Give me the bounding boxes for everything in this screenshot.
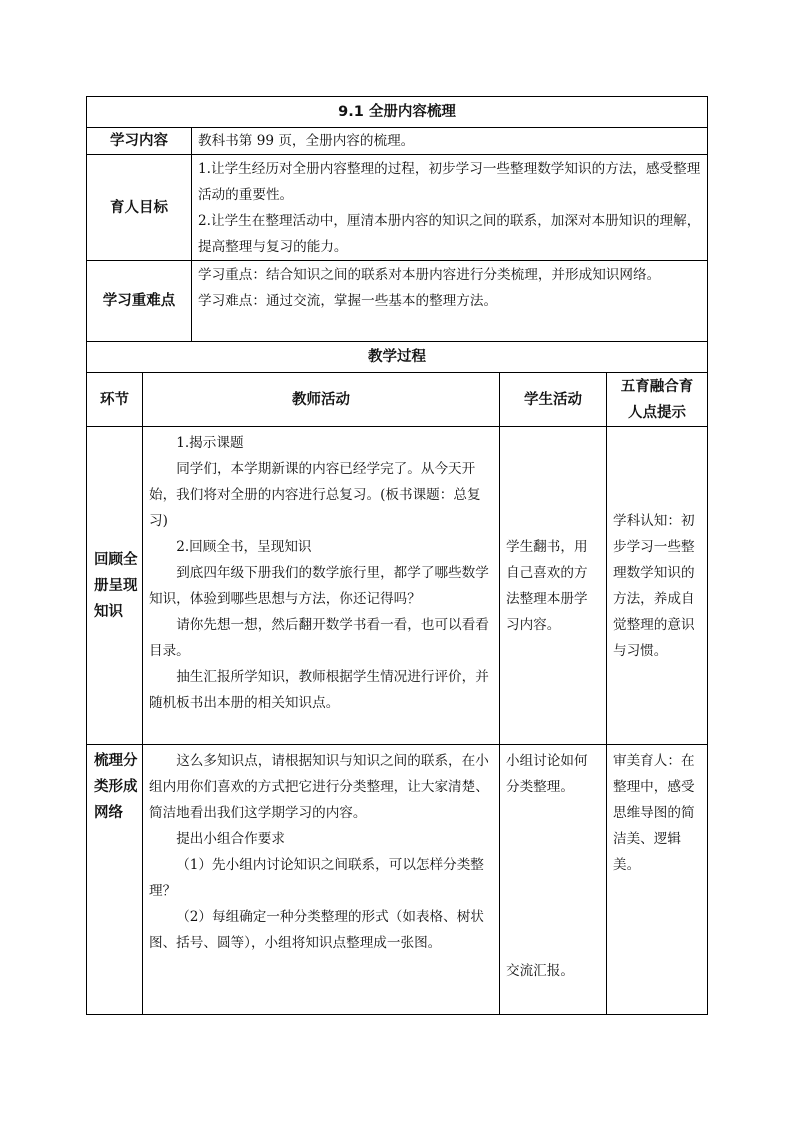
teacher-1-line-6: 抽生汇报所学知识，教师根据学生情况进行评价，并随机板书出本册的相关知识点。 bbox=[149, 669, 489, 711]
teacher-2-line-3: （1）先小组内讨论知识之间联系，可以怎样分类整理？ bbox=[149, 857, 484, 899]
teacher-1-line-3: 2.回顾全书，呈现知识 bbox=[176, 539, 312, 555]
stage-2-student bbox=[500, 745, 607, 1015]
teacher-1-line-5: 请你先想一想，然后翻开数学书看一看，也可以看看目录。 bbox=[149, 617, 489, 659]
teacher-2-line-4: （2）每组确定一种分类整理的形式（如表格、树状图、括号、圆等），小组将知识点整理成一张图。 bbox=[149, 909, 484, 951]
key-cell bbox=[192, 261, 708, 342]
content-label: 学习内容 bbox=[87, 128, 192, 155]
teacher-1-line-1: 1.揭示课题 bbox=[176, 435, 244, 451]
page-title: 9.1 全册内容梳理 bbox=[87, 97, 708, 128]
stage-1-hint: 学科认知：初步学习一些整理数学知识的方法，养成自觉整理的意识与习惯。 bbox=[607, 427, 708, 745]
key-label: 学习重难点 bbox=[87, 261, 192, 342]
goal-2: 2.让学生在整理活动中，厘清本册内容的知识之间的联系，加深对本册知识的理解，提高整理与复习的能力。 bbox=[198, 213, 701, 255]
header-stage: 环节 bbox=[87, 373, 143, 427]
stage-1-student: 学生翻书，用自己喜欢的方法整理本册学习内容。 bbox=[500, 427, 607, 745]
key-point-1: 学习重点：结合知识之间的联系对本册内容进行分类梳理，并形成知识网络。 bbox=[198, 267, 661, 283]
student-2-report: 交流汇报。 bbox=[506, 963, 574, 979]
teacher-1-line-2: 同学们，本学期新课的内容已经学完了。从今天开始，我们将对全册的内容进行总复习。(板书课题：总复习) bbox=[149, 461, 481, 529]
student-2-discuss: 小组讨论如何分类整理。 bbox=[506, 753, 588, 795]
stage-2-name: 梳理分类形成网络 bbox=[87, 745, 143, 1015]
content-text: 教科书第 99 页，全册内容的梳理。 bbox=[192, 128, 708, 155]
stage-2-hint: 审美育人：在整理中，感受思维导图的简洁美、逻辑美。 bbox=[607, 745, 708, 1015]
stage-1-name: 回顾全册呈现知识 bbox=[87, 427, 143, 745]
goal-cell bbox=[192, 155, 708, 261]
teacher-2-line-1: 这么多知识点，请根据知识与知识之间的联系，在小组内用你们喜欢的方式把它进行分类整理，让大家清楚、简洁地看出我们这学期学习的内容。 bbox=[149, 753, 489, 821]
goal-1: 1.让学生经历对全册内容整理的过程，初步学习一些整理数学知识的方法，感受整理活动的重要性。 bbox=[198, 161, 701, 203]
header-teacher: 教师活动 bbox=[143, 373, 500, 427]
teacher-1-line-4: 到底四年级下册我们的数学旅行里，都学了哪些数学知识，体验到哪些思想与方法，你还记得吗？ bbox=[149, 565, 489, 607]
header-hint: 五育融合育人点提示 bbox=[607, 373, 708, 427]
stage-2-teacher bbox=[143, 745, 500, 1015]
process-title: 教学过程 bbox=[87, 342, 708, 373]
goal-label: 育人目标 bbox=[87, 155, 192, 261]
lesson-plan-table bbox=[86, 96, 708, 1015]
teacher-2-line-2: 提出小组合作要求 bbox=[176, 831, 285, 847]
stage-1-teacher bbox=[143, 427, 500, 745]
header-student: 学生活动 bbox=[500, 373, 607, 427]
key-point-2: 学习难点：通过交流，掌握一些基本的整理方法。 bbox=[198, 293, 498, 309]
